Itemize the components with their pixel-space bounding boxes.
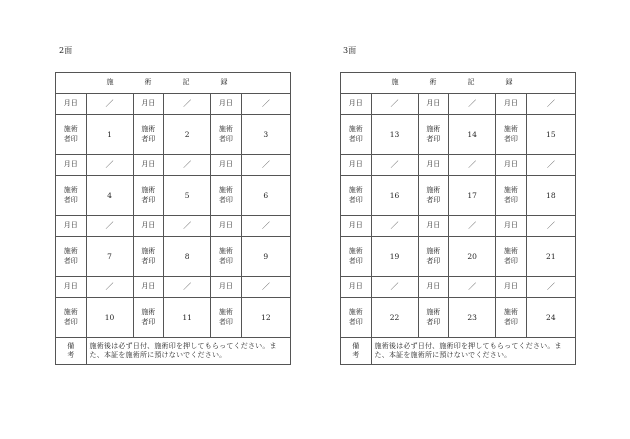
stamp-label-line-2: 者印 bbox=[426, 317, 441, 326]
stamp-label-line-1: 施術 bbox=[503, 308, 518, 317]
date-label: 月日 bbox=[341, 94, 372, 115]
date-label: 月日 bbox=[418, 216, 449, 237]
date-entry-cell[interactable]: ／ bbox=[241, 277, 290, 298]
practitioner-stamp-label bbox=[56, 115, 87, 155]
date-entry-cell[interactable]: ／ bbox=[86, 155, 133, 176]
practitioner-stamp-label bbox=[211, 237, 242, 277]
stamp-label-line-2: 者印 bbox=[348, 134, 363, 143]
stamp-label-line-2: 者印 bbox=[503, 256, 518, 265]
date-label: 月日 bbox=[496, 277, 527, 298]
session-number: 2 bbox=[164, 115, 211, 155]
stamp-label-line-1: 施術 bbox=[503, 247, 518, 256]
session-number: 12 bbox=[241, 298, 290, 338]
date-entry-cell[interactable]: ／ bbox=[449, 155, 496, 176]
date-label: 月日 bbox=[211, 277, 242, 298]
session-number: 23 bbox=[449, 298, 496, 338]
practitioner-stamp-label bbox=[341, 115, 372, 155]
date-label: 月日 bbox=[418, 94, 449, 115]
treatment-record-table-left bbox=[55, 72, 291, 365]
stamp-label-line-2: 者印 bbox=[348, 256, 363, 265]
stamp-label-line-1: 施術 bbox=[348, 308, 363, 317]
practitioner-stamp-label bbox=[211, 115, 242, 155]
stamp-label-line-1: 施術 bbox=[141, 186, 156, 195]
stamp-label-line-1: 施術 bbox=[63, 308, 78, 317]
date-label: 月日 bbox=[496, 94, 527, 115]
session-number: 22 bbox=[371, 298, 418, 338]
practitioner-stamp-label bbox=[496, 298, 527, 338]
stamp-label-line-1: 施術 bbox=[218, 247, 233, 256]
date-entry-cell[interactable]: ／ bbox=[86, 94, 133, 115]
session-number: 10 bbox=[86, 298, 133, 338]
stamp-label-line-2: 者印 bbox=[503, 134, 518, 143]
remarks-label-line-2: 考 bbox=[352, 351, 360, 359]
stamp-label-line-1: 施術 bbox=[63, 125, 78, 134]
table-title: 施 術 記 録 bbox=[341, 73, 576, 94]
stamp-label-line-2: 者印 bbox=[503, 195, 518, 204]
session-number: 4 bbox=[86, 176, 133, 216]
session-number: 13 bbox=[371, 115, 418, 155]
stamp-label-line-2: 者印 bbox=[141, 195, 156, 204]
stamp-label-line-1: 施術 bbox=[218, 308, 233, 317]
date-entry-cell[interactable]: ／ bbox=[371, 216, 418, 237]
stamp-label-line-2: 者印 bbox=[348, 317, 363, 326]
session-number: 5 bbox=[164, 176, 211, 216]
practitioner-stamp-label bbox=[56, 298, 87, 338]
practitioner-stamp-label bbox=[211, 176, 242, 216]
practitioner-stamp-label bbox=[341, 298, 372, 338]
session-number: 20 bbox=[449, 237, 496, 277]
date-entry-cell[interactable]: ／ bbox=[164, 216, 211, 237]
practitioner-stamp-label bbox=[496, 176, 527, 216]
date-label: 月日 bbox=[56, 94, 87, 115]
practitioner-stamp-label bbox=[418, 176, 449, 216]
date-entry-cell[interactable]: ／ bbox=[371, 277, 418, 298]
treatment-record-table-right bbox=[340, 72, 576, 365]
session-number: 14 bbox=[449, 115, 496, 155]
date-entry-cell[interactable]: ／ bbox=[449, 277, 496, 298]
stamp-label-line-1: 施術 bbox=[141, 247, 156, 256]
session-number: 18 bbox=[526, 176, 575, 216]
page-label-right: 3面 bbox=[343, 46, 357, 55]
page-label-left: 2面 bbox=[59, 46, 73, 55]
stamp-label-line-1: 施術 bbox=[503, 125, 518, 134]
practitioner-stamp-label bbox=[496, 237, 527, 277]
stamp-label-line-2: 者印 bbox=[141, 317, 156, 326]
remarks-text: 施術後は必ず日付、施術印を押してもらってください。また、本証を施術所に預けないでください。 bbox=[371, 338, 575, 365]
date-entry-cell[interactable]: ／ bbox=[526, 277, 575, 298]
date-entry-cell[interactable]: ／ bbox=[164, 94, 211, 115]
session-number: 21 bbox=[526, 237, 575, 277]
stamp-label-line-1: 施術 bbox=[63, 186, 78, 195]
date-label: 月日 bbox=[133, 94, 164, 115]
stamp-label-line-2: 者印 bbox=[63, 195, 78, 204]
stamp-label-line-2: 者印 bbox=[426, 195, 441, 204]
date-label: 月日 bbox=[418, 277, 449, 298]
practitioner-stamp-label bbox=[133, 298, 164, 338]
stamp-label-line-2: 者印 bbox=[141, 256, 156, 265]
session-number: 9 bbox=[241, 237, 290, 277]
stamp-label-line-2: 者印 bbox=[348, 195, 363, 204]
stamp-label-line-2: 者印 bbox=[426, 134, 441, 143]
session-number: 6 bbox=[241, 176, 290, 216]
date-entry-cell[interactable]: ／ bbox=[449, 216, 496, 237]
date-entry-cell[interactable]: ／ bbox=[164, 277, 211, 298]
stamp-label-line-1: 施術 bbox=[218, 125, 233, 134]
date-label: 月日 bbox=[133, 277, 164, 298]
stamp-label-line-2: 者印 bbox=[141, 134, 156, 143]
date-label: 月日 bbox=[211, 155, 242, 176]
date-entry-cell[interactable]: ／ bbox=[526, 216, 575, 237]
date-entry-cell[interactable]: ／ bbox=[86, 216, 133, 237]
stamp-label-line-2: 者印 bbox=[63, 134, 78, 143]
stamp-label-line-2: 者印 bbox=[426, 256, 441, 265]
date-label: 月日 bbox=[56, 155, 87, 176]
date-label: 月日 bbox=[56, 277, 87, 298]
practitioner-stamp-label bbox=[56, 237, 87, 277]
stamp-label-line-2: 者印 bbox=[218, 256, 233, 265]
stamp-label-line-1: 施術 bbox=[218, 186, 233, 195]
date-entry-cell[interactable]: ／ bbox=[241, 216, 290, 237]
stamp-label-line-2: 者印 bbox=[63, 256, 78, 265]
practitioner-stamp-label bbox=[341, 237, 372, 277]
remarks-label-line-1: 備 bbox=[67, 341, 75, 350]
date-entry-cell[interactable]: ／ bbox=[164, 155, 211, 176]
date-label: 月日 bbox=[133, 216, 164, 237]
stamp-label-line-2: 者印 bbox=[63, 317, 78, 326]
date-entry-cell[interactable]: ／ bbox=[526, 94, 575, 115]
stamp-label-line-2: 者印 bbox=[218, 134, 233, 143]
stamp-label-line-1: 施術 bbox=[426, 247, 441, 256]
stamp-label-line-2: 者印 bbox=[218, 317, 233, 326]
table-title: 施 術 記 録 bbox=[56, 73, 291, 94]
stamp-label-line-1: 施術 bbox=[426, 308, 441, 317]
session-number: 15 bbox=[526, 115, 575, 155]
practitioner-stamp-label bbox=[341, 176, 372, 216]
stamp-label-line-2: 者印 bbox=[218, 195, 233, 204]
remarks-label bbox=[341, 338, 372, 365]
date-entry-cell[interactable]: ／ bbox=[526, 155, 575, 176]
practitioner-stamp-label bbox=[496, 115, 527, 155]
date-label: 月日 bbox=[341, 155, 372, 176]
practitioner-stamp-label bbox=[418, 237, 449, 277]
session-number: 16 bbox=[371, 176, 418, 216]
date-entry-cell[interactable]: ／ bbox=[371, 155, 418, 176]
remarks-label-line-2: 考 bbox=[67, 351, 75, 359]
practitioner-stamp-label bbox=[133, 237, 164, 277]
practitioner-stamp-label bbox=[133, 115, 164, 155]
stamp-label-line-1: 施術 bbox=[348, 125, 363, 134]
remarks-label bbox=[56, 338, 87, 365]
date-label: 月日 bbox=[418, 155, 449, 176]
session-number: 8 bbox=[164, 237, 211, 277]
stamp-label-line-2: 者印 bbox=[503, 317, 518, 326]
session-number: 24 bbox=[526, 298, 575, 338]
stamp-label-line-1: 施術 bbox=[348, 186, 363, 195]
session-number: 11 bbox=[164, 298, 211, 338]
date-label: 月日 bbox=[496, 155, 527, 176]
practitioner-stamp-label bbox=[211, 298, 242, 338]
remarks-label-line-1: 備 bbox=[352, 341, 360, 350]
session-number: 19 bbox=[371, 237, 418, 277]
date-label: 月日 bbox=[56, 216, 87, 237]
stamp-label-line-1: 施術 bbox=[141, 308, 156, 317]
session-number: 1 bbox=[86, 115, 133, 155]
date-entry-cell[interactable]: ／ bbox=[371, 94, 418, 115]
stamp-label-line-1: 施術 bbox=[348, 247, 363, 256]
session-number: 3 bbox=[241, 115, 290, 155]
date-entry-cell[interactable]: ／ bbox=[241, 94, 290, 115]
practitioner-stamp-label bbox=[56, 176, 87, 216]
stamp-label-line-1: 施術 bbox=[503, 186, 518, 195]
remarks-text: 施術後は必ず日付、施術印を押してもらってください。また、本証を施術所に預けないでください。 bbox=[86, 338, 290, 365]
date-label: 月日 bbox=[341, 277, 372, 298]
practitioner-stamp-label bbox=[418, 115, 449, 155]
stamp-label-line-1: 施術 bbox=[426, 186, 441, 195]
stamp-label-line-1: 施術 bbox=[141, 125, 156, 134]
date-entry-cell[interactable]: ／ bbox=[449, 94, 496, 115]
stamp-label-line-1: 施術 bbox=[426, 125, 441, 134]
date-entry-cell[interactable]: ／ bbox=[86, 277, 133, 298]
stamp-label-line-1: 施術 bbox=[63, 247, 78, 256]
session-number: 7 bbox=[86, 237, 133, 277]
practitioner-stamp-label bbox=[418, 298, 449, 338]
date-label: 月日 bbox=[211, 216, 242, 237]
practitioner-stamp-label bbox=[133, 176, 164, 216]
session-number: 17 bbox=[449, 176, 496, 216]
date-label: 月日 bbox=[496, 216, 527, 237]
date-entry-cell[interactable]: ／ bbox=[241, 155, 290, 176]
date-label: 月日 bbox=[133, 155, 164, 176]
date-label: 月日 bbox=[341, 216, 372, 237]
date-label: 月日 bbox=[211, 94, 242, 115]
